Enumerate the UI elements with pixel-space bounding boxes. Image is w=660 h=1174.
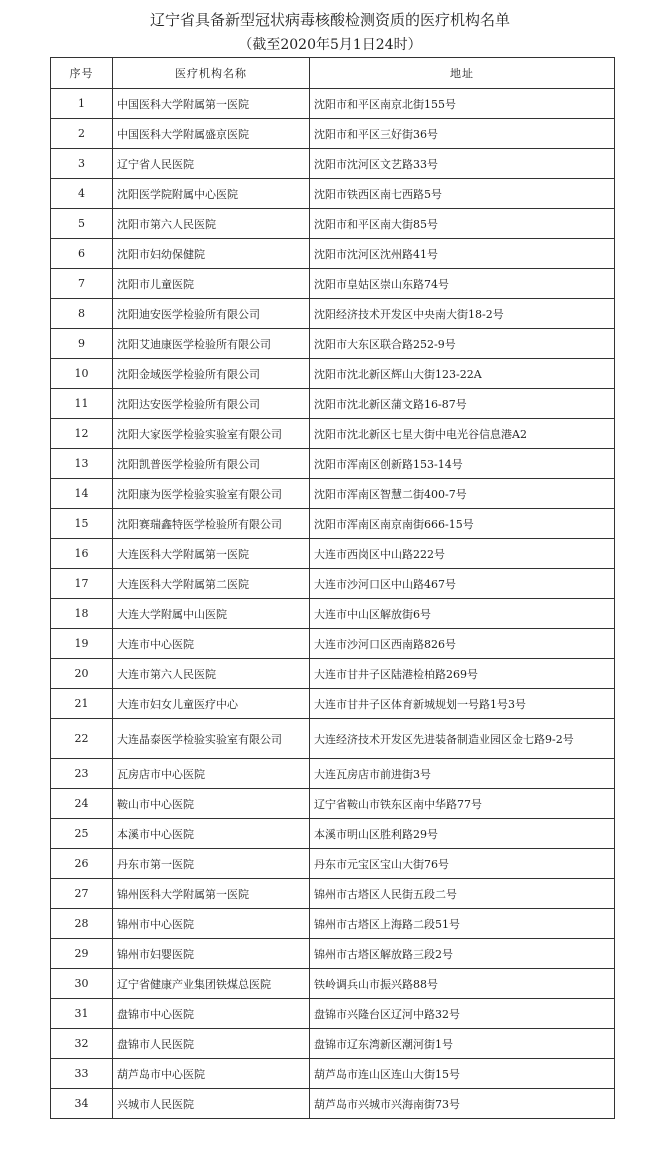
institution-name: 沈阳达安医学检验所有限公司 bbox=[113, 389, 310, 419]
row-number: 32 bbox=[51, 1029, 113, 1059]
institution-name: 沈阳市第六人民医院 bbox=[113, 209, 310, 239]
institution-address: 沈阳市和平区南京北街155号 bbox=[310, 89, 615, 119]
table-row bbox=[51, 239, 615, 269]
row-number: 33 bbox=[51, 1059, 113, 1089]
row-number: 13 bbox=[51, 449, 113, 479]
table-row bbox=[51, 179, 615, 209]
table-row bbox=[51, 879, 615, 909]
institution-address: 锦州市古塔区解放路三段2号 bbox=[310, 939, 615, 969]
institution-address: 大连市甘井子区陆港检柏路269号 bbox=[310, 659, 615, 689]
institution-address: 丹东市元宝区宝山大街76号 bbox=[310, 849, 615, 879]
institution-name: 大连市第六人民医院 bbox=[113, 659, 310, 689]
row-number: 26 bbox=[51, 849, 113, 879]
institution-name: 沈阳康为医学检验实验室有限公司 bbox=[113, 479, 310, 509]
institution-name: 沈阳凯普医学检验所有限公司 bbox=[113, 449, 310, 479]
row-number: 2 bbox=[51, 119, 113, 149]
institution-name: 锦州市妇婴医院 bbox=[113, 939, 310, 969]
row-number: 21 bbox=[51, 689, 113, 719]
table-row bbox=[51, 969, 615, 999]
institution-name: 锦州市中心医院 bbox=[113, 909, 310, 939]
table-row bbox=[51, 329, 615, 359]
institution-name: 本溪市中心医院 bbox=[113, 819, 310, 849]
institution-name: 大连市中心医院 bbox=[113, 629, 310, 659]
institution-name: 沈阳市儿童医院 bbox=[113, 269, 310, 299]
column-header-address: 地址 bbox=[310, 58, 615, 89]
institution-address: 锦州市古塔区上海路二段51号 bbox=[310, 909, 615, 939]
row-number: 9 bbox=[51, 329, 113, 359]
row-number: 24 bbox=[51, 789, 113, 819]
table-row bbox=[51, 909, 615, 939]
row-number: 5 bbox=[51, 209, 113, 239]
institution-address: 沈阳市浑南区智慧二街400-7号 bbox=[310, 479, 615, 509]
row-number: 16 bbox=[51, 539, 113, 569]
institution-address: 沈阳市皇姑区崇山东路74号 bbox=[310, 269, 615, 299]
institution-address: 铁岭调兵山市振兴路88号 bbox=[310, 969, 615, 999]
institution-table bbox=[50, 57, 615, 1119]
row-number: 6 bbox=[51, 239, 113, 269]
institution-address: 葫芦岛市连山区连山大街15号 bbox=[310, 1059, 615, 1089]
institution-name: 大连大学附属中山医院 bbox=[113, 599, 310, 629]
row-number: 30 bbox=[51, 969, 113, 999]
row-number: 20 bbox=[51, 659, 113, 689]
table-row bbox=[51, 539, 615, 569]
institution-address: 沈阳市浑南区创新路153-14号 bbox=[310, 449, 615, 479]
institution-name: 盘锦市中心医院 bbox=[113, 999, 310, 1029]
row-number: 19 bbox=[51, 629, 113, 659]
institution-name: 瓦房店市中心医院 bbox=[113, 759, 310, 789]
institution-name: 兴城市人民医院 bbox=[113, 1089, 310, 1119]
institution-address: 辽宁省鞍山市铁东区南中华路77号 bbox=[310, 789, 615, 819]
institution-name: 沈阳大家医学检验实验室有限公司 bbox=[113, 419, 310, 449]
table-row bbox=[51, 629, 615, 659]
institution-name: 沈阳市妇幼保健院 bbox=[113, 239, 310, 269]
row-number: 28 bbox=[51, 909, 113, 939]
institution-name: 辽宁省健康产业集团铁煤总医院 bbox=[113, 969, 310, 999]
institution-name: 大连市妇女儿童医疗中心 bbox=[113, 689, 310, 719]
institution-name: 沈阳艾迪康医学检验所有限公司 bbox=[113, 329, 310, 359]
table-row bbox=[51, 1029, 615, 1059]
table-row bbox=[51, 789, 615, 819]
institution-name: 大连晶泰医学检验实验室有限公司 bbox=[113, 719, 310, 759]
institution-address: 沈阳市铁西区南七西路5号 bbox=[310, 179, 615, 209]
table-row bbox=[51, 419, 615, 449]
row-number: 31 bbox=[51, 999, 113, 1029]
institution-name: 沈阳医学院附属中心医院 bbox=[113, 179, 310, 209]
row-number: 14 bbox=[51, 479, 113, 509]
table-row bbox=[51, 269, 615, 299]
table-row bbox=[51, 1059, 615, 1089]
institution-address: 沈阳市和平区三好街36号 bbox=[310, 119, 615, 149]
institution-address: 葫芦岛市兴城市兴海南街73号 bbox=[310, 1089, 615, 1119]
table-row bbox=[51, 569, 615, 599]
table-row bbox=[51, 299, 615, 329]
institution-address: 锦州市古塔区人民街五段二号 bbox=[310, 879, 615, 909]
row-number: 15 bbox=[51, 509, 113, 539]
row-number: 7 bbox=[51, 269, 113, 299]
institution-address: 大连市西岗区中山路222号 bbox=[310, 539, 615, 569]
table-row bbox=[51, 479, 615, 509]
table-row bbox=[51, 819, 615, 849]
institution-address: 盘锦市辽东湾新区潮河街1号 bbox=[310, 1029, 615, 1059]
row-number: 3 bbox=[51, 149, 113, 179]
table-row bbox=[51, 849, 615, 879]
institution-name: 丹东市第一医院 bbox=[113, 849, 310, 879]
institution-name: 沈阳迪安医学检验所有限公司 bbox=[113, 299, 310, 329]
row-number: 22 bbox=[51, 719, 113, 759]
institution-name: 中国医科大学附属第一医院 bbox=[113, 89, 310, 119]
institution-address: 沈阳市沈河区沈州路41号 bbox=[310, 239, 615, 269]
table-row bbox=[51, 359, 615, 389]
institution-address: 大连经济技术开发区先进装备制造业园区金七路9-2号 bbox=[310, 719, 615, 759]
institution-name: 大连医科大学附属第一医院 bbox=[113, 539, 310, 569]
document-subtitle: （截至2020年5月1日24时） bbox=[238, 37, 422, 53]
table-body bbox=[51, 89, 615, 1119]
institution-address: 沈阳市沈河区文艺路33号 bbox=[310, 149, 615, 179]
institution-address: 沈阳市沈北新区七星大街中电光谷信息港A2 bbox=[310, 419, 615, 449]
table-row bbox=[51, 999, 615, 1029]
table-row bbox=[51, 759, 615, 789]
institution-name: 鞍山市中心医院 bbox=[113, 789, 310, 819]
table-row bbox=[51, 719, 615, 759]
institution-name: 中国医科大学附属盛京医院 bbox=[113, 119, 310, 149]
institution-address: 大连市沙河口区中山路467号 bbox=[310, 569, 615, 599]
table-row bbox=[51, 689, 615, 719]
row-number: 8 bbox=[51, 299, 113, 329]
row-number: 4 bbox=[51, 179, 113, 209]
institution-name: 辽宁省人民医院 bbox=[113, 149, 310, 179]
institution-address: 盘锦市兴隆台区辽河中路32号 bbox=[310, 999, 615, 1029]
table-row bbox=[51, 1089, 615, 1119]
table-row bbox=[51, 149, 615, 179]
row-number: 18 bbox=[51, 599, 113, 629]
table-row bbox=[51, 599, 615, 629]
institution-address: 本溪市明山区胜利路29号 bbox=[310, 819, 615, 849]
table-row bbox=[51, 659, 615, 689]
table-row bbox=[51, 389, 615, 419]
institution-address: 大连市沙河口区西南路826号 bbox=[310, 629, 615, 659]
institution-address: 沈阳市沈北新区蒲文路16-87号 bbox=[310, 389, 615, 419]
institution-name: 锦州医科大学附属第一医院 bbox=[113, 879, 310, 909]
row-number: 23 bbox=[51, 759, 113, 789]
institution-name: 沈阳赛瑞鑫特医学检验所有限公司 bbox=[113, 509, 310, 539]
institution-address: 大连市甘井子区体育新城规划一号路1号3号 bbox=[310, 689, 615, 719]
institution-address: 沈阳市和平区南大街85号 bbox=[310, 209, 615, 239]
institution-address: 沈阳市沈北新区辉山大街123-22A bbox=[310, 359, 615, 389]
table-row bbox=[51, 509, 615, 539]
table-row bbox=[51, 89, 615, 119]
row-number: 10 bbox=[51, 359, 113, 389]
institution-address: 大连市中山区解放街6号 bbox=[310, 599, 615, 629]
column-header-number: 序号 bbox=[51, 58, 113, 89]
column-header-institution: 医疗机构名称 bbox=[113, 58, 310, 89]
institution-name: 沈阳金域医学检验所有限公司 bbox=[113, 359, 310, 389]
row-number: 11 bbox=[51, 389, 113, 419]
institution-name: 葫芦岛市中心医院 bbox=[113, 1059, 310, 1089]
row-number: 25 bbox=[51, 819, 113, 849]
document-title: 辽宁省具备新型冠状病毒核酸检测资质的医疗机构名单 bbox=[149, 11, 510, 29]
table-row bbox=[51, 939, 615, 969]
row-number: 12 bbox=[51, 419, 113, 449]
row-number: 17 bbox=[51, 569, 113, 599]
row-number: 34 bbox=[51, 1089, 113, 1119]
institution-name: 大连医科大学附属第二医院 bbox=[113, 569, 310, 599]
table-row bbox=[51, 449, 615, 479]
table-row bbox=[51, 119, 615, 149]
table-row bbox=[51, 209, 615, 239]
institution-address: 沈阳市浑南区南京南街666-15号 bbox=[310, 509, 615, 539]
institution-name: 盘锦市人民医院 bbox=[113, 1029, 310, 1059]
row-number: 1 bbox=[51, 89, 113, 119]
institution-address: 沈阳市大东区联合路252-9号 bbox=[310, 329, 615, 359]
row-number: 29 bbox=[51, 939, 113, 969]
institution-address: 大连瓦房店市前进街3号 bbox=[310, 759, 615, 789]
row-number: 27 bbox=[51, 879, 113, 909]
institution-address: 沈阳经济技术开发区中央南大街18-2号 bbox=[310, 299, 615, 329]
table-header-row bbox=[51, 58, 615, 89]
